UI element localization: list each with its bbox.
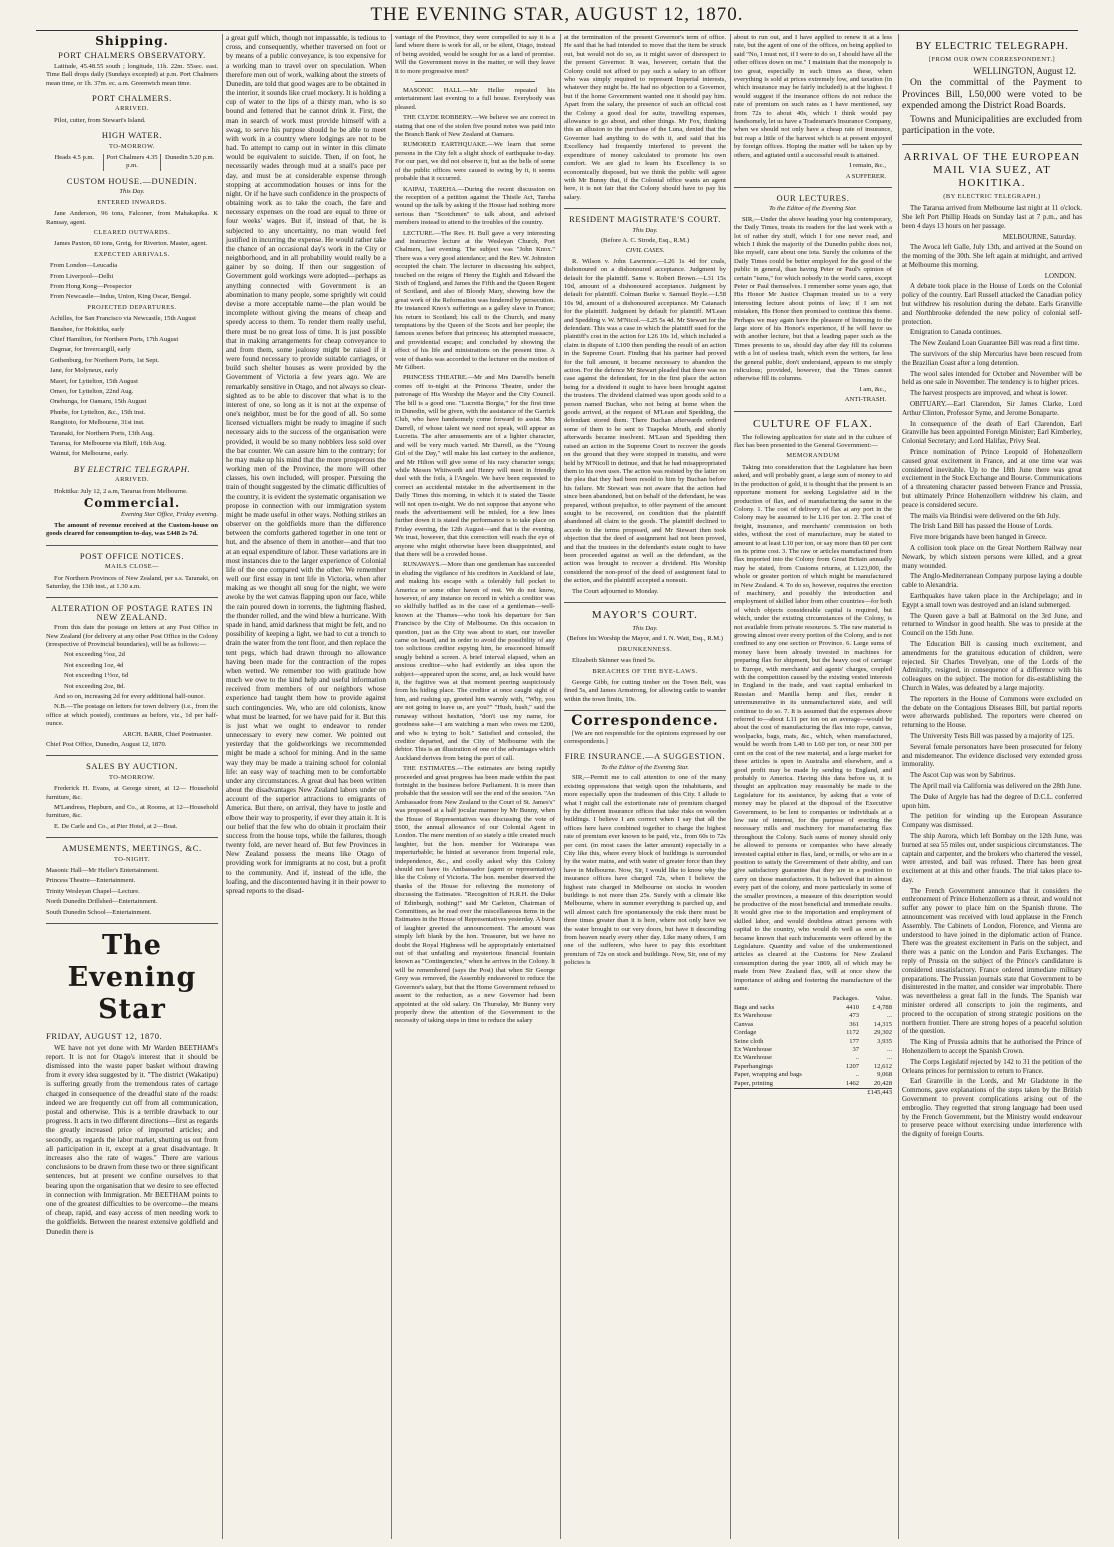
table-cell: 14,315 [873,1020,892,1028]
table-cell [824,1088,859,1097]
list-item: North Dunedin Drillshed—Entertainment. [46,898,158,906]
correspondence-note: [We are not responsible for the opinions expressed by our correspondents.] [564,729,726,746]
post-text: For Northern Provinces of New Zealand, per s.s. Taranaki, on Saturday, the 13th inst., at 1.30 a.m. [46,574,218,590]
correspondence-heading: Correspondence. [571,713,719,730]
table-row [734,1080,892,1089]
news-item-kaipai: KAIPAI, TAREHA.—During the recent discussion on the reception of a petition against the Thistle Act, Tareha wound up the talk by asking if the House had nothing more serious than "Scotchmen" to talk about, and advised members instead to attend to the troubles of the country. [395,185,555,227]
list-item: Wainui, for Melbourne, early. [50,450,129,458]
table-cell: 1207 [845,1062,860,1070]
table-cell: 20,428 [873,1079,892,1087]
list-item: Jane, for Molyneux, early [50,367,118,375]
table-cell: Paperhangings [734,1062,773,1070]
list-item: Omeo, for Lyttelton, 22nd Aug. [50,388,134,395]
divider [46,755,218,756]
melbourne-text: The Avoca left Galle, July 13th, and arrived at the Sound on the morning of the 30th. She left again at midnight, and arrived at Melbourne this morning. [902,243,1082,269]
tele-heading: BY ELECTRIC TELEGRAPH. [915,40,1069,52]
list-item: Achilles, for San Francisco via Newcastle, 15th August [50,315,196,323]
column-rule [730,34,731,1539]
table-cell: 361 [849,1020,860,1028]
news-item: Earl Granville in the Lords, and Mr Gladstone in the Commons, gave explanations of the steps taken by the British Government to prevent complications arising out of the embroglio. They regretted that strong language had been used by the French Government, but the Ministry would endeavour to preserve peace without exercising undue interference with the dignity of foreign Courts. [902,1077,1082,1139]
divider [734,411,892,412]
postage-heading: ALTERATION OF POSTAGE RATES IN NEW ZEALAND. [51,603,213,622]
postage-signature-place: Chief Post Office, Dunedin, August 12, 1870. [46,741,167,748]
table-header: Value. [875,995,892,1003]
custom-heading: CUSTOM HOUSE.—DUNEDIN. [66,175,198,186]
telegraph-text: Hokitika: July 12, 2 a.m, Tararua from Melbourne. [54,487,188,495]
post-sub: MAILS CLOSE— [104,563,160,571]
news-item: The French Government announce that it considers the enthronement of Prince Hohenzollern as a threat, and would not suffer any power to place him on the Spanish throne. The announcement was received with loud applause in the French Assembly. The Cabinets of London, Florence, and Vienna are understood to have joined in the diplomatic action of France. There was the greatest excitement in Paris on the subject, and there was a panic on the London and Paris Exchanges. The reply of Prussia on the subject of the Prince's candidature is considered unsatisfactory. France ordered immediate military preparations. The Prussian journals state that Government to be disinterested in the matter, and consider war improbable. There was nevertheless a great fall in the funds. The Spanish war minister ordered all conscripts to join the regiments, and proceed to the occupation of strong strategic positions on the northern frontier. There are strong hopes of a peaceful solution of the question. [902,886,1082,1036]
table-cell: Ex Warehouse [734,1012,772,1020]
observatory-heading: PORT CHALMERS OBSERVATORY. [58,50,206,61]
drunk-sub: DRUNKENNESS. [617,645,673,653]
outwards-text: James Paxton, 60 tons, Greig, for Riverton. Master, agent. [54,240,208,248]
issue-date: FRIDAY, AUGUST 12, 1870. [46,1031,163,1042]
table-cell: Paper, printing [734,1079,773,1087]
news-item: The Queen gave a ball at Balmoral on the 3rd June, and returned to Windsor in good health. She was to preside at the Council on the 15th June. [902,611,1082,638]
leader-conclusion: vantage of the Province, they were compelled to say it is a land where there is work for all, or be silent, Otago, instead of being avoided, would be sought for as a land of promise. Will the Government move in the matter, or will they leave it to more progressive men? [395,34,555,75]
flax-intro: The following application for state aid in the culture of flax has been presented to the General Government:— [734,433,892,450]
fire-letter-continued: about to run out, and I have applied to renew it at a less rate, but the agent of one of the offices, on being applied to said "No, I must not, if I were to do so, I should have all the other offices down on me." I maintain that the monopoly is too great, especially in such times as these, when everything is sold at prices extremely low, and taxation (in which insurance may be fairly included) is at the highest. I would suggest if the insurance offices do not reduce the rate of premium on such rates as I have mentioned, say from 72s to about 40s, which I think would pay handsomely, let us have a Tradesman's Insurance Company, when we should not only have a cheap rate of insurance, but reap a little of the harvest which is at present enjoyed by foreign offices. Hoping the matter will be taken up by others, and agitated until a successful result is attained. [734,34,892,159]
news-item: Earthquakes have taken place in the Archipelago; and in Egypt a small town was destroyed and an island submerged. [902,591,1082,609]
news-item-lecture: LECTURE.—The Rev. H. Bull gave a very interesting and instructive lecture at the Wesleyan Church, Port Chalmers, last evening. The subject was "John Knox." There was a very good attendance; and the Rev. W. Johnston occupied the chair. The lecturer in discussing his subject, touched on the reigns of Henry the Eighth and Edward the Sixth of England, and James the Fifth and the Queen Regent of Scotland, and also of Bloody Mary, showing how the great work of the Reformation was hindered by persecution. He instanced Knox's sufferings as a galley slave in France; his return to Scotland; his call to the Church, and many temptations by the Queen of the Scots and her people; the famous scenes before that princess; his attempted massacre, and providential escape; and concluded by showing the effect of his life and ministrations on the present time. A vote of thanks was accorded to the lecturer on the motion of Mr Gilbert. [395,229,555,372]
shipping-heading: Shipping. [95,34,169,48]
table-row [734,1054,892,1062]
water-sub: TO-MORROW. [108,142,155,150]
column-3 [395,34,555,1542]
post-heading: POST OFFICE NOTICES. [79,550,185,561]
fire-heading: FIRE INSURANCE.—A SUGGESTION. [564,751,726,762]
table-row [734,1038,892,1046]
news-item-earthquake: RUMORED EARTHQUAKE.—We learn that some persons in the City felt a slight shock of earthquake to-day. For our part, we did not observe it, but as the bells of some of the public offices were caused to swing by it, it seems probable that it occurred. [395,141,555,183]
lectures-to: To the Editor of the Evening Star. [769,205,857,213]
tide-dunedin: Dunedin 5.20 p.m. [165,154,215,162]
news-item: The reporters in the House of Commons were excluded on the debate on the Contagious Diseases Bill, but partial reports were afterwards published. The reporters were cheered on returning to the House. [902,694,1082,730]
postage-signature: ARCH. BARR, Chief Postmaster. [122,730,212,738]
news-item: The Education Bill is causing much excitement, and amendments for the gratuitous education of children, were rejected. Sir Charles Trevelyan, one of the Lords of the Admiralty, resigned, in consequence of a difference with his colleagues on the subject. The motion for dis-establishing the Church in Wales, was defeated by a large majority. [902,639,1082,692]
departures-sub: PROJECTED DEPARTURES. [87,303,177,311]
news-item: The Corps Legislatif rejected by 142 to 31 the petition of the Orleans princes for permission to return to France. [902,1057,1082,1075]
auction-sub: TO-MORROW. [108,773,155,781]
resident-before: (Before A. C. Strode, Esq., R.M.) [600,236,690,244]
divider [564,602,726,603]
list-item: From Liverpool—Delhi [50,272,114,280]
divider [46,837,218,838]
table-header [734,995,824,1003]
column-rule [222,34,223,1539]
news-item: The ship Aurora, which left Bombay on the 12th June, was burned at sea 55 miles out, under suspicious circumstances. The captain and carpenter, and the brokers who chartered the vessel, were arrested, and bail was refused. There has been great excitement at at this and other frauds. The trial takes place to-day. [902,831,1082,884]
custom-sub: This Day. [119,188,145,196]
table-cell: 12,612 [873,1062,892,1070]
news-item-princess: PRINCESS THEATRE.—Mr and Mrs Darrell's benefit comes off to-night at the Princess Theatre, under the patronage of His Worship the Mayor and the City Council. The bill is a good one. "Lucretia Borgia," for the first time in Dunedin, will be given, with the assistance of the Garrick Club, who have handsomely come forward to assist. Mrs Darrell, of whose talent we need not speak, will appear as Lucretia. The after amusements are of a lighter character, and will be very much varied. Mr Darrell, as the "Young Girl of the Day," will make his last curtsey to the audience, and Mr Hilton will give some of his racy character songs; while Messrs Whitworth and Henry will meet in friendly duel with the foils, à l'Angelo. We have been requested to correct an accidental mistake in the advertisement in the Daily Times this morning, in which it is stated the Tassie will not open to-night. We do not suppose that anyone who reads the advertisement will be misled, for a few lines further down it is stated the performance is to take place on Friday evening, the 12th August—and that is the evening. We trust, however, that this correction will reach the eye of anyone who might otherwise have been disappointed, and that there will be a crowded house. [395,374,555,558]
divider [564,208,726,209]
table-row [734,1021,892,1029]
table-cell: ... [887,1054,892,1062]
port-text: Pilot, cutter, from Stewart's Island. [54,116,146,124]
commercial-text: The amount of revenue received at the Custom-house on goods cleared for consumption to-day, was £448 2s 7d. [46,521,218,538]
masthead: THE EVENING STAR, AUGUST 12, 1870. [370,4,744,25]
port-arrived-label: ARRIVED. [115,105,149,113]
inwards-sub: ENTERED INWARDS. [97,198,167,206]
court-adjourned: The Court adjourned to Monday. [572,587,659,595]
list-item: Frederick H. Evans, at George street, at 12— Household furniture, &c. [46,785,218,801]
news-item-runaways: RUNAWAYS.—More than one gentleman has succeeded in eluding the vigilance of his creditors in Auckland of late, and making his escape with a tolerably full pocket to America or some other haven of rest. We do not know, however, of any instance on record in which a creditor was so skilfully baffled as in the case of a gentleman—well-known at the Thames—who took his departure for San Francisco by the City of Melbourne. On this occasion in question, just as the City was about to start, our traveller came on board, and in order to avoid the possibility of any too solicitous creditor espying him, he ensconced himself snugly behind a screen. A brief interval elapsed, when an anxious creditor—who had evidently an idea upon the subject—appeared upon the scene, and, as luck would have it, the fugitive was at that moment peering suspiciously from his hiding place. The creditor at once caught sight of him, and rushing up, greeted him warmly with, "Why, you are not going to leave us, are you?" "Hush, hush," said the runaway without hesitation, "don't use my name, for goodness sake—I am watching a man who owes me £200, and who is trying to bolt." Satisfied and consoled, the creditor departed, and the City of Melbourne with the debtor. This is an illustration of one of the advantages which Auckland derives from being the port of call. [395,561,555,762]
column-6 [902,34,1082,1542]
column-1 [46,34,218,1542]
list-item: Princess Theatre—Entertainment. [46,877,136,885]
column-4 [564,34,726,1542]
expected-list [50,262,218,302]
list-item: Gothenburg, for Northern Ports, 1st Sept. [50,356,160,364]
water-heading: HIGH WATER. [101,130,163,141]
table-cell: 177 [849,1037,860,1045]
news-item: The mails via Brindisi were delivered on the 6th July. [910,511,1061,520]
divider [46,545,218,546]
table-header-row [734,995,892,1003]
news-item: The petition for winding up the European Assurance Company was dismissed. [902,812,1082,830]
list-item: Dagmar, for Invercargill, early [50,346,131,354]
tide-heads: Heads 4.5 p.m. [46,154,104,171]
table-cell: Ex Warehouse [734,1054,772,1062]
postage-rates [64,651,218,691]
column-rule [560,34,561,1539]
signature-line: I am, &c., [859,385,886,393]
list-item: Rangitoto, for Melbourne, 31st inst. [50,419,145,427]
table-cell: Seine cloth [734,1037,764,1045]
masthead-rule [36,30,1078,31]
news-item-masonic: MASONIC HALL.—Mr Heller repeated his entertainment last evening to a full house. Everybody was pleased. [395,87,555,111]
estimates-continued: at the termination of the present Governor's term of office. He said that he had intended to move that the item be struck out, but would not do so, as it might savor of disrespect to the present Governor. It was, however, certain that the Colony could not afford to pay such a salary to an officer who was simply required to represent Imperial interests, whatever they might be. He had no objection to a Governor, but if the home Government wanted one it should pay him. Apart from the salary, the presence of such an official cost the Colony a good deal for suite, travelling expenses, allowance to go about, and other things. Mr Fox, thinking this an allusion to the purchase of the Luna, denied that the Governor had anything to do with it, and said that his Excellency had frequently interfered to prevent the expenditure of money calculated to promote his own comfort. We are glad to learn his Excellency is so economically disposed, but we think the public will agree with Mr Bunny that, if the Colonial office wants an agent here, it is not fair that the Colony should have to pay his salary. [564,34,726,201]
auction-heading: SALES BY AUCTION. [86,761,178,772]
port-heading: PORT CHALMERS. [92,93,172,104]
lectures-letter: SIR,—Under the above heading your big contemporary, the Daily Times, treats its readers for the last week with a lot of rather dry stuff, which I for one never read, and which I think the majority of the Dunedin public does not, like myself, care about one iota. Surely the columns of the Daily Times could be better employed for the good of the public in general, than having Peter or Paul's opinion of certain "isms," for which nobody in the world cares, except Peter or Paul themselves. I remember some years ago, that His Honor Mr Justice Chapman treated us to a very interesting lecture about points of law; if I am not mistaken, His Honor then promised to continue this theme. Perhaps we may again have the pleasure of listening to the large store of his Honor's experience, if he will favor us with another lecture, but that a leading paper such as the Times presents to us, should day after day fill its columns with a lot of useless trash, which even the writers, far less the general public, don't understand, appears to me simply ridiculous; provided, however, that the Times cannot otherwise fill its columns. [734,215,892,383]
table-cell: ... [887,1045,892,1053]
outwards-sub: CLEARED OUTWARDS. [93,228,171,236]
lectures-heading: OUR LECTURES. [776,192,850,203]
mayor-before: (Before his Worship the Mayor, and I. N. Watt, Esq., R.M.) [567,635,723,643]
news-item: The Anglo-Mediterranean Company purpose laying a double cable to Alexandria. [902,572,1082,590]
column-2 [226,34,386,1542]
table-cell: .. [855,1071,860,1079]
commercial-office: Evening Star Office, Friday evening. [120,511,218,519]
table-cell: .. [855,1054,860,1062]
list-item: Maori, for Lyttelton, 15th August [50,377,138,385]
list-item: Onehunga, for Oamaru, 15th August [50,398,147,406]
telegraph-arrived: ARRIVED. [115,476,149,484]
list-item: Tararua, for Melbourne via Bluff, 16th Aug. [50,440,167,448]
news-item-estimates: THE ESTIMATES.—The estimates are being rapidly proceeded and great progress has been made within the past fortnight in the business before Parliament. It is more than probable that the session will see the end of the session. "An Ambassador from New Zealand to the Court of St. James's" was proposed at a half jocular manner by Mr Bunny, when the House of Representatives was discussing the vote of £600, the annual allowance of our Colonial Agent in London. The mere mention of so stately a title created much laughter, but the hon. member for Wairarapa was imperturbable; he hinted at severance from Imperial rule, independence, &c., and coolly asked why this Colony should not have its Ambassador (agent or representative) like the Colony of Victoria. The hon. member deserved the thanks of the House for relieving the monotony of discussing the Estimates. "Recognition of H.R.H. the Duke of Edinburgh, nothing!" said Mr Carleton, Chairman of Committees, as he read over the miscellaneous items in the Estimates in the House of Representatives yesterday. A burst of laughter greeted the announcement. The amount was simply left blank by the hon. Treasurer, but we have no doubt the Royal Highness will be appropriately entertained out of that unfailing and mysterious financial fountain known as "Contingencies," when he arrives in the Colony. It will be remembered (says the Post) that when Sir George Grey was removed, the Assembly endeavored to reduce the Governor's salary, but that the Home Government refused to assent to the reduction, as a new Governor had been appointed at the old salary. On Thursday, Mr Bunny very properly drew the attention of the Government to the necessity of taking steps in time to reduce the salary [395,765,555,1025]
flax-memorandum: Taking into consideration that the Legislature has been asked, and will probably grant, a large sum of money to aid in the production of gold, it is thought that the present is an opportune moment for seeking Legislative aid in the production of flax, and of manufacturing the same in the Colony. 1. The cost of delivery of flax at any port in the Colony may be assumed to be L16 per ton. 2. The cost of freight, insurance, and merchants' commission on both sides, without the cost of manufacture, may be stated to amount to at least L10 per ton, or say more than 60 per cent on its prime cost. 3. The raw or articles manufactured from flax imported into the Colony from Great Britain annually may be stated, from Customs returns, at L123,000, the whole or greater portion of which might be manufactured in New Zealand. 4. To do so, however, requires the erection of machinery, and possibly the introduction and employment of skilled labor from other countries—for both of which objects considerable capital is required, but which, under the existing circumstances of the Colony, is not available from private resources. 5. The raw material is growing almost over every portion of the Colony, and is not confined to any one section or Province. 6. Large sums of money have been already invested in machines for preparing flax for shipment, but the heavy cost of carriage to Europe, with merchants' and agents' charges, coupled with the competition caused by the existing vested interests in England in the trade, and vast capital embarked in Russian and Manilla hemp and flax, render it unremunerative in its unmanufactured state, and will continue to do so. 7. It is assumed that the expenses above referred to—about L11 per ton on an average—would be about the cost of manufacturing the flax into rope, canvas, woolpacks, bags, mats, &c., which, when manufactured, would be worth from L40 to L60 per ton, or near 300 per cent on the cost of the raw material, and a large market for these articles is open in Australia and elsewhere, and a good profit may be made by sending to England, and probably to America. Having this data before us, it is thought an application may reasonably be made to the Legislature for its assistance, by asking that a vote of money may be placed at the disposal of the Executive Government, to be lent to companies or individuals at a low rate of interest, for the purpose of erecting the necessary mills and machinery for manufacturing flax throughout the Colony. Such sums of money should only be allowed to persons or companies who have already invested capital either in flax, land, or mills, or who are in a position to satisfy the Government of their ability, and can give satisfactory guarantee that they are in a position to carry on those manufactories. It is believed that in almost every part of the colony, and more particularly in some of the smaller provinces, a measure of this description would be productive of the most beneficial and immediate results. It would give rise to the importation and employment of skilled labor, and would doubtless attract persons with capital to the country, who would do well as soon as it became known that such inducements were offered by the Legislature. Quantity and value of the undermentioned articles as cleared at the Customs for New Zealand consumption during the year 1869, all of which may be made from New Zealand flax, will at once show the importance of aiding and fostering the manufacture of the same. [734,463,892,993]
table-row [734,1063,892,1071]
amuse-sub: TO-NIGHT. [113,855,151,863]
arrival-text: The Tararua arrived from Melbourne last night at 11 o'clock. She left Port Phillip Heads on Sunday last at 7 p.m., and has been 4 days 13 hours on her passage. [902,204,1082,230]
news-item: The survivors of the ship Mercurius have been rescued from the Brazilian Coast after a long detention. [902,350,1082,367]
list-item: Masonic Hall—Mr Heller's Entertainment. [46,867,159,875]
postage-nb: N.B.—The postage on letters for town delivery (i.e., from the office at which posted), continues as before, viz., 1d per half-ounce. [46,703,218,728]
news-item: The harvest prospects are improved, and wheat is lower. [910,389,1068,398]
list-item: Not exceeding 1½oz, 6d [64,672,129,680]
divider [734,187,892,188]
list-item: Phœbe, for Lyttelton, &c., 15th inst. [50,408,146,416]
news-item: Prince nomination of Prince Leopold of Hohenzollern caused great excitement in France, and at one time war was considered inevitable. Up to the 18th June there was great excitement in the Stock Exchange and Bourse. Communications of a threatening character passed between France and Prussia, but ultimately Prince Hohenzollern withdrew his claim, and peace is considered secure. [902,448,1082,509]
table-cell: 29,302 [873,1029,892,1037]
news-item: Several female personators have been prosecuted for felony and misdemeanor. The evidence disclosed very extended gross immorality. [902,742,1082,769]
list-item: Not exceeding ½oz, 2d [64,651,125,659]
tide-table [46,154,218,171]
signature-name: ANTI-TRASH. [844,396,886,404]
table-cell: 3,935 [877,1037,892,1045]
table-cell: Bags and sacks [734,1003,775,1011]
news-item: In consequence of the death of Earl Clarendon, Earl Granville has been appointed Foreign Minister; Earl Kimberley, Colonial Secretary; and Lord Halifax, Privy Seal. [902,419,1082,446]
list-item: From Newcastle—Indus, Union, King Oscar, Bengal. [50,293,192,301]
leader-article: WE have not yet done with Mr Warden BEETHAM's report. It is not for Otago's interest that it should be dismissed into the waste paper basket without drawing from it every idea suggested by it. "The district (Wakatipu) is suffering greatly from the tremendous rates of cartage charged in consequence of the dreadful state of the roads: indeed we are frequently cut off from all communication, postal and otherwise. This is a terrible drawback to our progress. It acts in two different directions—first as regards the greatly increased price of imported articles; and secondly, as regards the labor market, shutting us out from all participation in it, except at a great disadvantage. It increases also the rate of wages." There are various conclusions to be drawn from these two or three significant sentences, but at present we confine ourselves to that bearing upon the organisation that we desire to see effected in connection with Immigration. Mr BEETHAM points to one of the greatest difficulties to be overcome—the means of cheap, rapid, and easy access of men needing work to the goldfields. Between the nearest extensive goldfield and Dunedin there is [46,1043,218,1236]
list-item: M'Landress, Hepburn, and Co., at Rooms, at 12—Household furniture, &c. [46,804,218,820]
tele-text: Towns and Municipalities are excluded from participation in the vote. [902,114,1082,137]
drunk-text: Elizabeth Skinner was fined 5s. [572,657,656,665]
news-item: A debate took place in the House of Lords on the Colonial policy of the country. Earl Russell attacked the Canadian policy but withdrew his resolution during the debate. Earls Granville and Northbrooke defended the new policy of colonial self-protection. [902,282,1082,326]
commercial-heading: Commercial. [83,496,181,511]
column-5 [734,34,892,1542]
column-rule [898,34,899,1539]
telegraph-heading: BY ELECTRIC TELEGRAPH. [73,463,191,474]
observatory-text: Latitude, 45.48.55 south ; longitude, 11h. 22m. 55sec. east. Time Ball drops daily (Sundays excepted) at p.m. Port Chalmers mean time, or 1h. 37m. ec. a.m. Greenwich mean time. [46,62,218,87]
table-header: Packages. [832,995,860,1003]
table-cell: 37 [852,1045,860,1053]
mayor-heading: MAYOR'S COURT. [591,609,699,621]
london-dateline: LONDON. [1044,271,1076,280]
news-item: The New Zealand Loan Guarantee Bill was read a first time. [910,339,1080,348]
leader-continued: a great gulf which, though not impassable, is tedious to cross, and consequently, whether traversed on foot or by means of a public conveyance, is too expensive for a working man to travel over on speculation. When therefore men out of work, walking about the streets of Dunedin, are told that good wages are to be obtained in the interior, it sounds like cruel mockery. It is holding a cup of water to the lips of a thirsty man, who is so bound and fettered that he cannot drink it. First, the man in search of work must provide himself with a swag, to serve his purpose should he be able to meet with work in a country where lodgings are not to be had. To attempt to camp out in winter in this climate would be equivalent to suicide. Then, if on foot, he necessarily wades through mud at a snail's pace per day, and must be at considerable expense through stopping at accommodation houses or inns for the night. Or if he have such confidence in the prospects of obtaining work as to take the coach, the fare and necessary expenses on the road are equal to three or four weeks' wages. But if, instead of that, he is subjected to any uncertainty, no man would feel justified in incurring the expense. He would rather take the chance of an occasional day's work in the City or neighborhood, and in all probability would really be a gainer by so doing. If then our suggestion of Government gold workings were adopted—perhaps as anything connected with Government is an abomination to many people, some sprightly wit could devise a more acceptable name—the plan would be incomplete without giving the means of cheap and speedy access to them. To render them really useful, there must be no great loss of time. It is just possible that in making arrangements for cheap conveyance to and from them, some jealousy might be raised if it were found necessary to provide suitable carriages, or build such shelter houses as were provided by the Government of Victoria a few years ago. We are remarkably sensitive in Otago, and not always so clear-sighted as to be able to discover that what is to the interest of one, so long as it is not at the expense of one's neighbor, must be for the good of all. So some licensed victuallers might be ready to imagine if such necessary aids to the success of the organisation were provided, it would be so many nobblers less sold over the bar counter. We can assure him to the contrary; for he may make up his mind that the more prosperous the working men of the Province, the more will other classes, his own included, will prosper. Pursuing the train of thought suggested by the climatic difficulties of the country, it is evident the systematic organisation we propose in connection with our immigration system might be made useful in other ways. Nothing strikes an observer on the goldfields more than the difference between the comforts gathered together in one tent or hut, and the absence of them in another—and that too at an equal expenditure of labor. These variations are in most instances due to the larger experience of Colonial life of the one compared with the other. We remember well our first essay in tent life in Victoria, when after making as we thought all snug for the night, we were awoke by the wet canvas flapping upon our face, while the rain poured down in torrents, the lightning flashed, the thunder rolled, and the wind blew a hurricane. With spade in hand, amid darkness that might be felt, and no possibility of keeping a light, we had to cut a trench to drain the water from the tent floor, and then replace the tent pegs, which had drawn through no allowance having been made for the contraction of the ropes when wetted. We remember too with gratitude how much we owe to the kind help and useful information received from members of our neighbors whose experience had taught them how to provide against such contingencies. We, who are old colonists, know what must be learned, for we have paid for it. But this is just what we ought to endeavor to render unnecessary to every new comer. We pointed out yesterday that the goldworkings we recommended might be made a school for mining. And in the same way they may be made a training school for colonial life: an easy way of teaching men to be comfortable under any circumstances. A great deal has been written about the disadvantages New Zealand labors under on account of the superior attractions to emigrants of America. But there, on arrival, they have to jostle and elbow their way to prosperity, if ever they attain it. It is our belief that the few who do obtain it proclaim their success from the house tops, while the failures, though twenty fold, are never heard of. But few Provinces in New Zealand possess the means like Otago of providing work for immigrants at no cost, but a profit to the community. And if, instead of the idle, the loafing, and the discontented having it in their power to spread reports to the disad- [226,34,386,895]
news-item: Five more brigands have been hanged in Greece. [910,533,1047,542]
table-cell: Paper, wrapping and bags [734,1071,802,1079]
inwards-text: Jane Anderson, 96 tons, Falconer, from Mahakapika. K Ramsay, agent. [46,210,218,226]
table-total: £145,443 [859,1088,892,1097]
news-item: A collision took place on the Great Northern Railway near Newark, by which sixteen persons were killed, and a great many wounded. [902,544,1082,570]
table-cell: ... [887,1012,892,1020]
newspaper-title: The Evening Star [67,930,197,1026]
list-item: Not exceeding 1oz, 4d [64,661,124,669]
flax-table [734,995,892,1097]
table-cell: 473 [849,1012,860,1020]
flax-heading: CULTURE OF FLAX. [753,417,873,430]
list-item: Chief Hamilton, for Northern Ports, 17th August [50,335,179,343]
signature-name: A SUFFERER. [845,172,886,180]
list-item: E. De Carle and Co., at Pier Hotel, at 2—Boat. [54,822,178,830]
news-item: OBITUARY.—Earl Clarendon, Sir James Clarke, Lord Arthur Clinton, Professor Syme, and Jerome Bonaparte. [902,400,1082,417]
tide-port: Port Chalmers 4.35 p.m. [104,154,162,171]
tele-sub: [FROM OUR OWN CORRESPONDENT.] [928,56,1056,63]
bylaws-sub: BREACHES OF THE BYE-LAWS. [592,667,698,675]
civil-cases-text: R. Wilson v. John Lawrence.—L26 1s 4d for coals, dishonoured on a dishonoured acceptance. Judgment by default for the plaintiff. Same v. Robert Brown.—L31 15s 10d, amount of a dishonoured acceptance. Judgment by default for plaintiff. Colman Burke v. Samuel Boyle.—L58 10s 9d, amount of a dishonoured acceptance. Mr Catanach for the plaintiff. Judgment by default for plaintiff. M'Lean and Spedding v. W. M'Nicol.—L25 5s 4d. Mr Stewart for the defendant. This was a case in which the plaintiff sued for the plaintiff's cost in the action for L26 10s 1d, which included a claim in dispute of L100 then pending the result of an action in the Supreme Court. Finding that his partner had proved for the full amount, it became necessary to abandon the action. For the defence Mr Stewart pleaded that there was no case against the defendant, for in the first place the action being for a dividend it ought to have been brought against the trustees. The dividend claimed was upon goods sold to a person named Buchan, who not being at home when the goods arrived, at the request of M'Lean and Spedding, the defendant stored them. There Buchan afterwards ordered some of them to be sent to Tuapeka Mouth, and shortly afterwards became insolvent. M'Lean and Spedding then raised an action in the Supreme Court to recover the goods on the ground that they were stopped in transitu, and were held by M'Nicoll in detinue, and that he had misappropriated them to his own uses. The action was resisted by the latter on the plea that they had been resold to him by Buchan before his failure. Mr Stewart was not aware that the action had since been abandoned, but on behalf of the defendant, he was prepared, without prejudice, to offer payment of the amount sought to be recovered, on condition that the plaintiff abandoned all claim to the goods. The plaintiff declined to accede to the terms proposed, and Mr Stewart then took objection that the deed of assignment had not been proved, and that the trustees in the defendant's estate ought to have been proceeded against as well as the defendant, as the action was brought to recover a dividend. His Worship considered the non-proof of the deed of assignment fatal to the action, and the plaintiff accepted a nonsuit. [564,257,726,585]
news-item: The April mail via California was delivered on the 28th June. [910,781,1082,790]
arrival-sub: (BY ELECTRIC TELEGRAPH.) [943,192,1041,200]
postage-text: From this date the postage on letters at any Post Office in New Zealand (for delivery at any other Post Office in the Colony (irrespective of Provincial boundaries), will be as follows:— [46,624,218,648]
table-cell [734,1088,824,1097]
fire-to: To the Editor of the Evening Star. [601,763,689,771]
news-item: The wool sales intended for October and November will be held as one sale in November. The tendency is to higher prices. [902,369,1082,387]
expected-sub: EXPECTED ARRIVALS. [94,250,170,258]
news-item: The Irish Land Bill has passed the House of Lords. [910,522,1053,531]
tele-text: On the committal of the Payment to Provinces Bill, L50,000 were voted to be expended among the District Road Boards. [902,78,1082,112]
news-item: The University Tests Bill was passed by a majority of 125. [910,731,1075,740]
table-row [734,1029,892,1037]
news-item: Emigration to Canada continues. [910,328,1002,337]
departures-list [50,315,218,459]
table-row [734,1046,892,1054]
divider [902,144,1082,145]
table-row [734,1012,892,1020]
arrival-heading: ARRIVAL OF THE EUROPEAN MAIL VIA SUEZ, AT HOKITIKA. [903,150,1081,189]
table-cell: 9,068 [877,1071,892,1079]
mayor-sub: This Day. [632,625,658,632]
bylaws-text: George Gibb, for cutting timber on the Town Belt, was fined 5s, and James Armstrong, for allowing cattle to wander within the town limits, 10s. [564,679,726,703]
news-item-clyde: THE CLYDE ROBBERY.—We believe we are correct in stating that one of the stolen five pound notes was paid into the Branch Bank of New Zealand at Oamaru. [395,114,555,139]
table-cell: 1172 [846,1029,860,1037]
news-item: The Ascot Cup was won by Sabrinus. [910,771,1016,780]
postage-text2: And so on, increasing 2d for every additional half-ounce. [54,692,205,700]
tele-dateline: WELLINGTON, August 12. [973,66,1076,77]
divider [564,710,726,711]
resident-sub: This Day. [632,226,658,234]
table-cell: Cordage [734,1029,757,1037]
civil-sub: CIVIL CASES. [625,247,665,255]
column-rule [391,34,392,1539]
news-item: The Duke of Argyle has had the degree of D.C.L. conferred upon him. [902,792,1082,810]
list-item: Banshee, for Hokitika, early [50,325,125,333]
divider [46,597,218,598]
divider [46,923,218,924]
signature-line: I remain, &c., [849,162,886,170]
flax-memo: MEMORANDUM [786,452,840,460]
list-item: Trinity Wesleyan Chapel—Lecture. [46,887,140,895]
list-item: Taranaki, for Northern Ports, 13th Aug. [50,429,154,437]
table-row [734,1004,892,1012]
news-item: The King of Prussia admits that he authorised the Prince of Hohenzollern to accept the Spanish Crown. [902,1038,1082,1056]
amuse-heading: AMUSEMENTS, MEETINGS, &C. [62,843,202,854]
divider [415,81,535,82]
resident-heading: RESIDENT MAGISTRATE'S COURT. [569,214,721,225]
fire-letter: SIR,—Permit me to call attention to one of the many existing oppressions that weigh upon the inhabitants, and more especially upon the tradesmen of this City. I allude to what I might call the extortionate rate of premium charged by the different insurance offices that take risks on wooden buildings. I believe I am correct when I say that all the offices here have combined together to charge the highest rate of premium ever known to be paid, viz., from 60s to 72s per cent. (in most cases the latter amount) especially in a City like this, where every block of buildings is surrounded by the water mains, and with water of greater force than they have in Melbourne. Now, Sir, I would like to know why the insurance offices have charged 72s, when I believe the highest rate charged in Melbourne on stocks in wooden buildings is not more than 25s. Surely with a climate like Melbourne, where in summer everything is parched up, and will almost catch fire spontaneously the risk there must be three times greater than it is here, where not only have we the water brought to our very doors, but have it descending from heaven nearly every other day. Like many others, I am one of the sufferers, who have to pay this exorbitant premium of 72s on stock and buildings. Now, Sir, one of my policies is [564,774,726,967]
table-cell: 4410 [845,1003,860,1011]
list-item: South Dunedin School—Entertainment. [46,908,152,916]
table-cell: Canvas [734,1020,754,1028]
list-item: From London—Leucadia [50,262,118,270]
list-item: Not exceeding 2oz, 8d. [64,682,125,690]
table-row [734,1071,892,1079]
table-total-row [734,1088,892,1097]
table-cell: £ 4,788 [872,1003,892,1011]
table-cell: Ex Warehouse [734,1045,772,1053]
table-cell: 1462 [845,1079,860,1087]
melbourne-dateline: MELBOURNE, Saturday. [1002,232,1076,241]
list-item: From Hong Kong—Prospector [50,282,132,290]
